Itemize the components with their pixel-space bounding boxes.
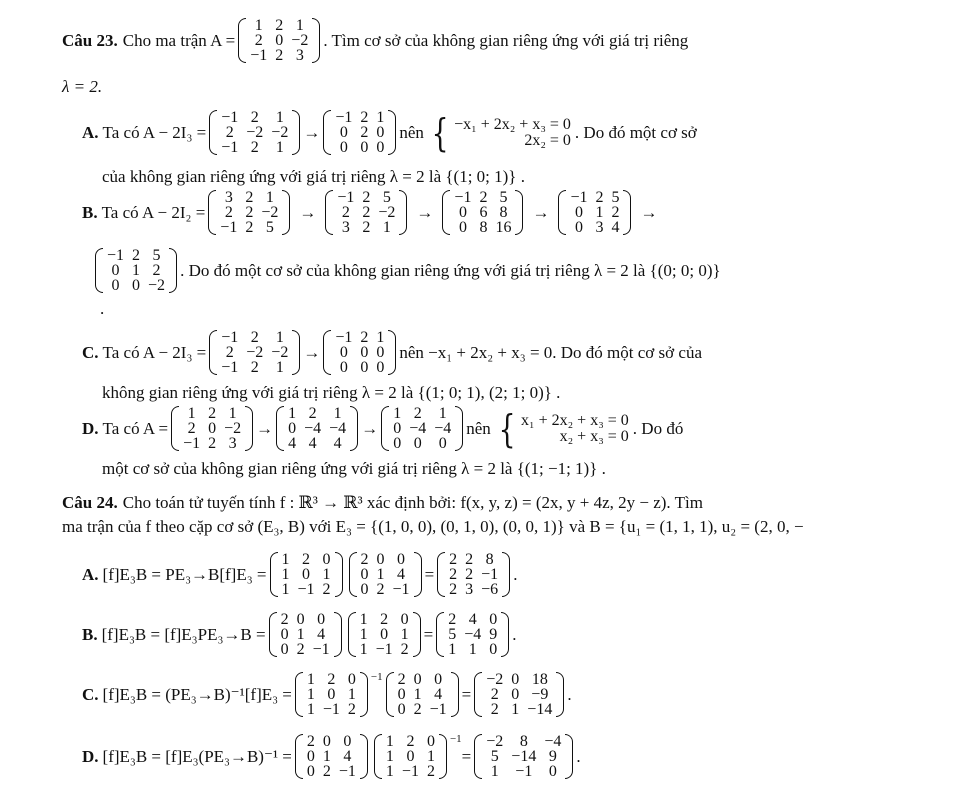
matrix-cell: 0: [511, 671, 520, 688]
matrix-cell: −2: [148, 277, 166, 294]
matrix-cell: −1: [221, 329, 239, 346]
matrix-cell: 5: [152, 247, 161, 264]
matrix-cell: 2: [490, 686, 499, 703]
matrix-cell: 2: [280, 611, 289, 628]
matrix-cell: −2: [486, 733, 504, 750]
matrix-cell: 2: [376, 581, 385, 598]
matrix-cell: 0: [489, 611, 498, 628]
matrix-cell: 0: [574, 204, 583, 221]
matrix: [386, 672, 459, 717]
matrix-cell: 2: [245, 204, 254, 221]
matrix-cell: −1: [481, 566, 499, 583]
q24-option-b[interactable]: B. [f]E₃B = [f]E₃PE₃→B = 2 0 0 0 1 4 0 2 −1 1 2 0 1 0 1 1 −1 2 = 2 4 0 5 −4 9 1 1 0 .: [82, 611, 517, 658]
matrix-cell: 1: [281, 551, 290, 568]
matrix-cell: −1: [335, 329, 353, 346]
matrix-cell: 0: [327, 686, 336, 703]
matrix-cell: −2: [378, 204, 396, 221]
matrix-cell: 0: [280, 626, 289, 643]
matrix-cell: 9: [548, 748, 557, 765]
matrix-cell: −4: [409, 420, 427, 437]
matrix-cell: 4: [611, 219, 620, 236]
matrix: [374, 734, 447, 779]
matrix-cell: 0: [574, 219, 583, 236]
matrix-cell: 1: [448, 641, 457, 658]
matrix-cell: 4: [468, 611, 477, 628]
matrix-cell: 0: [360, 566, 369, 583]
matrix-cell: 2: [449, 566, 458, 583]
matrix-cell: 2: [360, 109, 369, 126]
matrix-cell: 1: [275, 359, 284, 376]
matrix-cell: −1: [220, 219, 238, 236]
matrix-cell: 0: [393, 420, 402, 437]
matrix-cell: 1: [376, 566, 385, 583]
matrix-cell: −2: [486, 671, 504, 688]
matrix-cell: −1: [337, 189, 355, 206]
matrix-cell: −2: [271, 124, 289, 141]
matrix: [325, 190, 407, 235]
matrix-cell: 1: [400, 626, 409, 643]
matrix-cell: −1: [297, 581, 315, 598]
matrix-cell: 1: [254, 17, 263, 34]
matrix-cell: 0: [376, 551, 385, 568]
matrix-cell: 1: [275, 109, 284, 126]
matrix: [474, 734, 573, 779]
matrix-cell: 0: [400, 611, 409, 628]
matrix-cell: −1: [401, 763, 419, 780]
matrix-cell: −14: [511, 748, 537, 765]
equation-system: { x₁ + 2x₂ + x₃ = 0 x₂ + x₃ = 0: [498, 406, 629, 451]
matrix: [171, 406, 253, 451]
matrix: [295, 672, 368, 717]
q23-option-b[interactable]: B. Ta có A − 2I₂ = 3 2 1 2 2 −2 −1 2 5 → −1 2 5 2 2 −2 3 2 1 → −1 2 5 0 6 8 0 8 16 → −1 2 5 0 1 2 0 3 4 →: [82, 189, 658, 236]
matrix-cell: 0: [413, 671, 422, 688]
matrix-cell: −1: [335, 109, 353, 126]
matrix-cell: 2: [327, 671, 336, 688]
q23-option-d[interactable]: D. Ta có A = 1 2 1 2 0 −2 −1 2 3 → 1 2 1 0 −4 −4 4 4 4 → 1 2 1 0 −4 −4 0 0 0 nên { x₁ + 2x₂ + x₃ = 0 x₂ + x₃ = 0 . Do đó: [82, 405, 684, 452]
matrix-cell: −2: [246, 124, 264, 141]
matrix-cell: 0: [302, 566, 311, 583]
matrix-cell: 0: [397, 686, 406, 703]
matrix-cell: 1: [322, 566, 331, 583]
matrix-cell: 0: [413, 435, 422, 452]
matrix-cell: 2: [250, 359, 259, 376]
matrix-cell: 1: [288, 405, 297, 422]
matrix-cell: 4: [343, 748, 352, 765]
matrix-cell: 8: [499, 204, 508, 221]
matrix-cell: 2: [322, 763, 331, 780]
matrix-cell: 5: [490, 748, 499, 765]
matrix-cell: 0: [376, 359, 385, 376]
matrix-cell: 0: [339, 344, 348, 361]
matrix-cell: 2: [225, 124, 234, 141]
matrix-cell: 1: [265, 189, 274, 206]
matrix-cell: 0: [288, 420, 297, 437]
matrix-cell: 2: [362, 204, 371, 221]
matrix-cell: 2: [322, 581, 331, 598]
matrix-cell: −1: [221, 109, 239, 126]
q23-option-c[interactable]: C. Ta có A − 2I₃ = −1 2 1 2 −2 −2 −1 2 1 → −1 2 1 0 0 0 0 0 0 nên −x₁ + 2x₂ + x₃ = 0. Do đó một cơ sở của: [82, 329, 702, 376]
matrix-cell: 0: [275, 32, 284, 49]
matrix-cell: 1: [295, 17, 304, 34]
matrix-cell: 1: [296, 626, 305, 643]
matrix-cell: 9: [489, 626, 498, 643]
matrix-cell: 0: [376, 124, 385, 141]
matrix-cell: −4: [329, 420, 347, 437]
matrix-cell: 0: [339, 124, 348, 141]
matrix-cell: −1: [221, 359, 239, 376]
matrix-cell: 1: [275, 329, 284, 346]
matrix-cell: −1: [392, 581, 410, 598]
matrix: [436, 612, 509, 657]
matrix-cell: 0: [339, 359, 348, 376]
matrix: [276, 406, 358, 451]
matrix-cell: 2: [360, 124, 369, 141]
q24-option-a[interactable]: A. [f]E₃B = PE₃→B[f]E₃ = 1 2 0 1 0 1 1 −1 2 2 0 0 0 1 4 0 2 −1 = 2 2 8 2 2 −1 2 3 −6 .: [82, 551, 518, 598]
matrix-cell: −6: [481, 581, 499, 598]
matrix: [349, 552, 422, 597]
q24-option-d[interactable]: D. [f]E₃B = [f]E₃(PE₃→B)⁻¹ = 2 0 0 0 1 4 0 2 −1 1 2 0 1 0 1 1 −1 2 $^{-1}$ = −2 8 −4 5 −14 9 1 −1 0 .: [82, 733, 581, 780]
matrix-cell: 0: [306, 748, 315, 765]
matrix-cell: 2: [208, 435, 217, 452]
matrix-cell: −1: [312, 641, 330, 658]
matrix-cell: −2: [261, 204, 279, 221]
matrix-cell: 5: [499, 189, 508, 206]
matrix: [381, 406, 463, 451]
matrix-cell: 2: [152, 262, 161, 279]
matrix-cell: −2: [246, 344, 264, 361]
matrix-cell: 2: [449, 551, 458, 568]
q23-head: Câu 23.: [62, 30, 118, 50]
matrix-cell: 5: [611, 189, 620, 206]
matrix-cell: 4: [317, 626, 326, 643]
matrix: [558, 190, 631, 235]
matrix-cell: 1: [187, 405, 196, 422]
q23-option-a[interactable]: A. Ta có A − 2I₃ = −1 2 1 2 −2 −2 −1 2 1 → −1 2 1 0 2 0 0 0 0 nên { −x₁ + 2x₂ + x₃ = 0 2x₂ = 0 . Do đó một cơ sở: [82, 109, 697, 156]
matrix-cell: 0: [376, 139, 385, 156]
matrix-cell: 2: [341, 204, 350, 221]
matrix-cell: 4: [333, 435, 342, 452]
matrix-cell: 2: [465, 551, 474, 568]
matrix-cell: 2: [362, 189, 371, 206]
matrix-cell: 1: [228, 405, 237, 422]
matrix-cell: 0: [380, 626, 389, 643]
matrix-cell: −1: [107, 247, 125, 264]
matrix-cell: 2: [250, 109, 259, 126]
matrix-cell: 1: [306, 671, 315, 688]
matrix-cell: 4: [397, 566, 406, 583]
matrix-cell: 1: [281, 566, 290, 583]
matrix-cell: 2: [397, 671, 406, 688]
matrix-cell: 8: [479, 219, 488, 236]
matrix-cell: 2: [611, 204, 620, 221]
matrix-cell: 1: [281, 581, 290, 598]
q23-lambda: λ = 2.: [62, 77, 103, 96]
matrix-cell: 5: [265, 219, 274, 236]
matrix-cell: 2: [275, 47, 284, 64]
matrix-cell: 0: [322, 733, 331, 750]
q24-head: Câu 24.: [62, 493, 118, 512]
matrix: [323, 330, 396, 375]
matrix-cell: 1: [413, 686, 422, 703]
matrix: [474, 672, 564, 717]
matrix-cell: −1: [183, 435, 201, 452]
matrix-cell: 0: [306, 763, 315, 780]
equation-system: { −x₁ + 2x₂ + x₃ = 0 2x₂ = 0: [431, 110, 571, 155]
matrix-cell: −1: [429, 701, 447, 718]
matrix-cell: 0: [548, 763, 557, 780]
matrix-cell: 2: [275, 17, 284, 34]
matrix-cell: 2: [225, 344, 234, 361]
matrix-cell: 2: [479, 189, 488, 206]
matrix-cell: −1: [338, 763, 356, 780]
matrix: [270, 552, 343, 597]
matrix-cell: −1: [221, 139, 239, 156]
matrix: [442, 190, 523, 235]
matrix-cell: 2: [360, 329, 369, 346]
matrix-cell: 0: [489, 641, 498, 658]
matrix-cell: 18: [531, 671, 548, 688]
q23-matrix-A: [238, 18, 320, 63]
matrix-cell: 1: [382, 219, 391, 236]
matrix-cell: 2: [208, 405, 217, 422]
matrix-cell: 0: [397, 701, 406, 718]
matrix-cell: −2: [291, 32, 309, 49]
matrix-cell: 0: [317, 611, 326, 628]
matrix: [269, 612, 342, 657]
matrix-cell: 4: [308, 435, 317, 452]
matrix-cell: 0: [438, 435, 447, 452]
matrix-cell: 0: [296, 611, 305, 628]
matrix-cell: 1: [376, 109, 385, 126]
matrix-cell: 0: [347, 671, 356, 688]
matrix-cell: 16: [495, 219, 512, 236]
matrix-cell: 2: [308, 405, 317, 422]
matrix-cell: 0: [111, 262, 120, 279]
matrix-cell: −1: [570, 189, 588, 206]
q23-stem: Câu 23. Cho ma trận A = 1 2 1 2 0 −2 −1 2 3 . Tìm cơ sở của không gian riêng ứng với giá trị riêng: [62, 17, 689, 64]
matrix-cell: 2: [595, 189, 604, 206]
matrix-cell: 0: [511, 686, 520, 703]
matrix-cell: 3: [341, 219, 350, 236]
matrix-cell: 1: [376, 329, 385, 346]
matrix-cell: −4: [304, 420, 322, 437]
matrix-cell: 1: [511, 701, 520, 718]
matrix-cell: 1: [275, 139, 284, 156]
matrix-cell: 4: [434, 686, 443, 703]
matrix-cell: 2: [400, 641, 409, 658]
matrix-cell: 0: [426, 733, 435, 750]
matrix-cell: 1: [490, 763, 499, 780]
matrix-cell: 2: [132, 247, 141, 264]
matrix-cell: 3: [295, 47, 304, 64]
matrix-cell: 0: [343, 733, 352, 750]
matrix-cell: 0: [208, 420, 217, 437]
matrix-cell: −1: [375, 641, 393, 658]
matrix-cell: −4: [544, 733, 562, 750]
matrix-cell: 6: [479, 204, 488, 221]
matrix: [209, 110, 300, 155]
matrix-cell: 1: [306, 701, 315, 718]
matrix-cell: 4: [288, 435, 297, 452]
matrix-cell: −1: [250, 47, 268, 64]
matrix-cell: 3: [465, 581, 474, 598]
matrix-cell: 2: [245, 189, 254, 206]
matrix-cell: 0: [376, 344, 385, 361]
matrix-cell: 3: [224, 189, 233, 206]
matrix-cell: 1: [385, 748, 394, 765]
matrix-cell: −1: [322, 701, 340, 718]
matrix-cell: 5: [448, 626, 457, 643]
matrix: [208, 190, 290, 235]
matrix-cell: 2: [306, 733, 315, 750]
matrix-cell: 0: [360, 359, 369, 376]
matrix-cell: 0: [397, 551, 406, 568]
matrix-cell: −1: [454, 189, 472, 206]
matrix-cell: 2: [413, 701, 422, 718]
matrix-cell: 2: [362, 219, 371, 236]
matrix-cell: 2: [360, 551, 369, 568]
matrix: [209, 330, 300, 375]
matrix-cell: 1: [438, 405, 447, 422]
matrix-cell: 2: [449, 581, 458, 598]
matrix-cell: 1: [132, 262, 141, 279]
matrix-cell: 2: [250, 139, 259, 156]
matrix-cell: −9: [531, 686, 549, 703]
matrix-cell: 1: [306, 686, 315, 703]
matrix-cell: 2: [465, 566, 474, 583]
matrix-cell: −2: [224, 420, 242, 437]
matrix-cell: 1: [595, 204, 604, 221]
matrix-cell: 0: [458, 219, 467, 236]
matrix-cell: 0: [458, 204, 467, 221]
matrix-cell: 0: [280, 641, 289, 658]
matrix-cell: −14: [527, 701, 553, 718]
matrix-cell: 2: [347, 701, 356, 718]
matrix-cell: 1: [393, 405, 402, 422]
matrix-cell: 3: [228, 435, 237, 452]
matrix-cell: 2: [448, 611, 457, 628]
matrix-cell: 0: [360, 344, 369, 361]
matrix-cell: 8: [519, 733, 528, 750]
matrix-cell: 1: [359, 641, 368, 658]
matrix-cell: −1: [515, 763, 533, 780]
matrix-cell: 0: [393, 435, 402, 452]
matrix-cell: 1: [385, 733, 394, 750]
matrix-cell: 2: [302, 551, 311, 568]
matrix-cell: 2: [245, 219, 254, 236]
matrix-cell: 8: [485, 551, 494, 568]
matrix-cell: 0: [132, 277, 141, 294]
matrix-cell: 1: [333, 405, 342, 422]
matrix-cell: 0: [360, 581, 369, 598]
matrix-cell: 5: [382, 189, 391, 206]
matrix-cell: 2: [296, 641, 305, 658]
matrix-cell: 1: [468, 641, 477, 658]
matrix-cell: 2: [413, 405, 422, 422]
matrix: [95, 248, 177, 293]
matrix-cell: 1: [347, 686, 356, 703]
matrix-cell: 1: [426, 748, 435, 765]
matrix: [323, 110, 396, 155]
matrix-cell: 1: [359, 611, 368, 628]
matrix-cell: 2: [254, 32, 263, 49]
matrix-cell: 1: [359, 626, 368, 643]
matrix-cell: −4: [434, 420, 452, 437]
matrix-cell: −4: [464, 626, 482, 643]
matrix-cell: 2: [426, 763, 435, 780]
matrix: [295, 734, 368, 779]
matrix: [348, 612, 421, 657]
matrix-cell: 0: [339, 139, 348, 156]
matrix-cell: 0: [406, 748, 415, 765]
matrix-cell: 0: [360, 139, 369, 156]
matrix-cell: 2: [406, 733, 415, 750]
matrix-cell: 0: [434, 671, 443, 688]
matrix-cell: 2: [187, 420, 196, 437]
matrix-cell: 0: [111, 277, 120, 294]
matrix-cell: −2: [271, 344, 289, 361]
matrix-cell: 1: [385, 763, 394, 780]
matrix-cell: 2: [250, 329, 259, 346]
matrix-cell: 1: [322, 748, 331, 765]
q24-option-c[interactable]: C. [f]E₃B = (PE₃→B)⁻¹[f]E₃ = 1 2 0 1 0 1 1 −1 2 $^{-1}$ 2 0 0 0 1 4 0 2 −1 = −2 0 18 2 0 −9 2 1 −14 .: [82, 671, 572, 718]
matrix-cell: 0: [322, 551, 331, 568]
matrix-cell: 3: [595, 219, 604, 236]
matrix-cell: 2: [224, 204, 233, 221]
matrix: [437, 552, 510, 597]
matrix-cell: 2: [490, 701, 499, 718]
q24-stem: Câu 24. Cho toán tử tuyến tính f : ℝ³ → ℝ³ xác định bởi: f(x, y, z) = (2x, y + 4z, 2y − z). Tìm: [62, 493, 703, 512]
matrix-cell: 2: [380, 611, 389, 628]
